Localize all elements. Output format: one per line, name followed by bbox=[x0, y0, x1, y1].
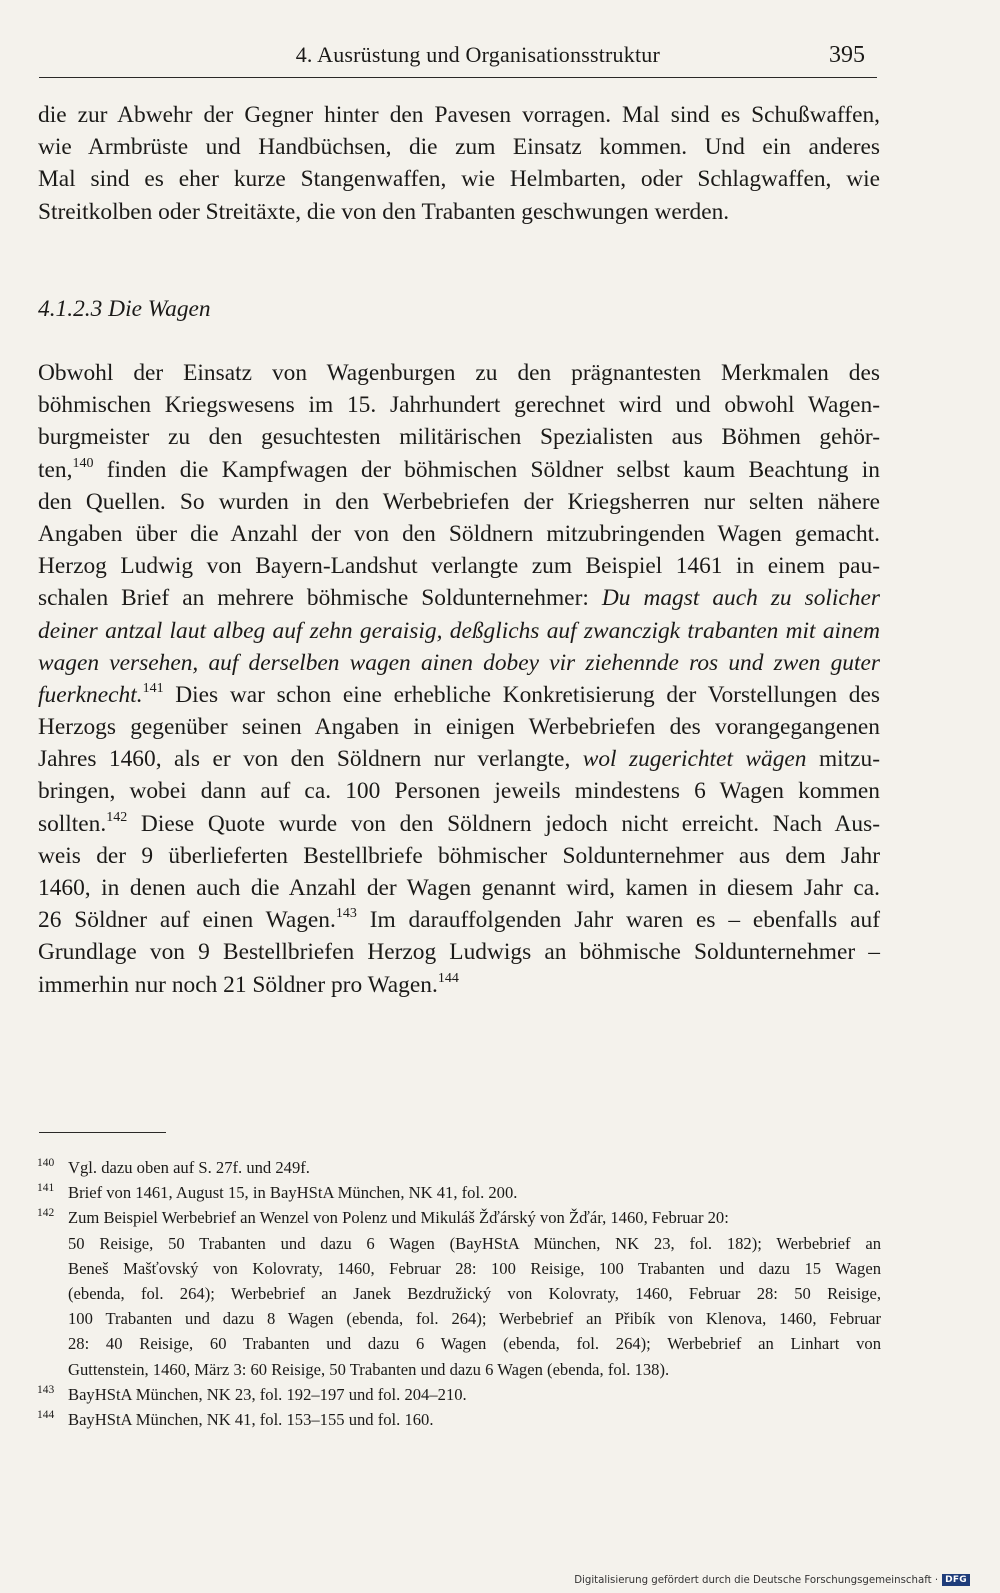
quote-fragment: fuerknecht. bbox=[38, 681, 143, 708]
text-fragment: Im darauffolgenden Jahr waren es – ebenfalls auf bbox=[356, 907, 880, 934]
footnote-rule bbox=[39, 1132, 166, 1133]
text-line: burgmeister zu den gesuchtesten militärischen Spezialisten aus Böhmen gehör- bbox=[38, 424, 880, 451]
footnote-number: 144 bbox=[37, 1408, 55, 1421]
footnote-141 bbox=[37, 1180, 881, 1205]
text-line: wie Armbrüste und Handbüchsen, die zum Einsatz kommen. Und ein anderes bbox=[38, 134, 880, 161]
digitization-credit-text: Digitalisierung gefördert durch die Deutsche Forschungsgemeinschaft · bbox=[574, 1574, 939, 1586]
text-fragment: 26 Söldner auf einen Wagen. bbox=[38, 907, 336, 934]
footnote-ref-144[interactable]: 144 bbox=[437, 970, 459, 986]
text-line: weis der 9 überlieferten Bestellbriefe böhmischer Soldunternehmer aus dem Jahr bbox=[38, 842, 880, 869]
text-fragment: finden die Kampfwagen der böhmischen Söldner selbst kaum Beachtung in bbox=[93, 456, 880, 483]
footnote-line: 50 Reisige, 50 Trabanten und dazu 6 Wagen (BayHStA München, NK 23, fol. 182); Werbebrief an bbox=[68, 1233, 881, 1253]
footnote-line: 100 Trabanten und dazu 8 Wagen (ebenda, fol. 264); Werbebrief an Přibík von Klenova, 1460, Februar bbox=[68, 1309, 881, 1329]
text-line: 1460, in denen auch die Anzahl der Wagen genannt wird, kamen in diesem Jahr ca. bbox=[38, 875, 880, 901]
text-line: Streitkolben oder Streitäxte, die von den Trabanten geschwungen werden. bbox=[38, 198, 730, 225]
text-line: Herzogs gegenüber seinen Angaben in einigen Werbebriefen des vorangegangenen bbox=[38, 714, 880, 741]
dfg-logo: DFG bbox=[942, 1574, 970, 1586]
footnote-line: Guttenstein, 1460, März 3: 60 Reisige, 50 Trabanten und dazu 6 Wagen (ebenda, fol. 138). bbox=[68, 1359, 670, 1379]
quote-line: deiner antzal laut albeg auf zehn geraisig, deßglichs auf zwanczigk trabanten mit ainem bbox=[38, 617, 880, 644]
footnote-text: BayHStA München, NK 23, fol. 192–197 und fol. 204–210. bbox=[68, 1384, 467, 1404]
digitization-credit bbox=[574, 1574, 970, 1586]
text-fragment: immerhin nur noch 21 Söldner pro Wagen. bbox=[38, 971, 438, 998]
text-fragment: Jahres 1460, als er von den Söldnern nur verlangte, bbox=[38, 746, 583, 773]
text-line bbox=[38, 582, 880, 614]
paragraph-2 bbox=[38, 357, 880, 1001]
text-line: Herzog Ludwig von Bayern-Landshut verlangte zum Beispiel 1461 in einem pau- bbox=[38, 553, 880, 580]
text-line bbox=[38, 808, 880, 840]
page-number: 395 bbox=[829, 42, 865, 68]
text-fragment: Dies war schon eine erhebliche Konkretisierung der Vorstellungen des bbox=[163, 681, 880, 708]
paragraph-1 bbox=[38, 99, 880, 228]
footnote-142 bbox=[37, 1205, 881, 1381]
quote-line: wagen versehen, auf derselben wagen ainen dobey vir ziehennde ros und zwen guter bbox=[38, 649, 880, 676]
text-line: Angaben über die Anzahl der von den Söldnern mitzubringenden Wagen gemacht. bbox=[38, 520, 880, 547]
text-fragment: sollten. bbox=[38, 810, 107, 837]
footnote-143 bbox=[37, 1382, 881, 1407]
text-line: die zur Abwehr der Gegner hinter den Pavesen vorragen. Mal sind es Schußwaffen, bbox=[38, 102, 880, 128]
quote-fragment: wol zugerichtet wägen bbox=[582, 746, 807, 773]
footnote-140 bbox=[37, 1155, 881, 1180]
footnote-number: 143 bbox=[37, 1383, 55, 1396]
footnote-ref-141[interactable]: 141 bbox=[142, 681, 164, 697]
text-fragment: schalen Brief an mehrere böhmische Soldunternehmer: bbox=[38, 585, 602, 612]
section-heading: 4.1.2.3 Die Wagen bbox=[38, 296, 211, 322]
footnote-ref-142[interactable]: 142 bbox=[106, 809, 128, 825]
footnote-line bbox=[37, 1205, 881, 1230]
footnote-144 bbox=[37, 1407, 881, 1432]
text-line: den Quellen. So wurden in den Werbebriefen der Kriegsherren nur selten nähere bbox=[38, 488, 880, 515]
text-line: bringen, wobei dann auf ca. 100 Personen jeweils mindestens 6 Wagen kommen bbox=[38, 778, 880, 805]
footnote-line: (ebenda, fol. 264); Werbebrief an Janek Bezdružický von Kolovraty, 1460, Februar 28: 50 Reisige, bbox=[68, 1283, 881, 1303]
footnote-text: Vgl. dazu oben auf S. 27f. und 249f. bbox=[68, 1158, 310, 1177]
text-line bbox=[38, 454, 880, 486]
footnote-line: 28: 40 Reisige, 60 Trabanten und dazu 6 Wagen (ebenda, fol. 264); Werbebrief an Linhart von bbox=[68, 1334, 881, 1354]
footnote-number: 141 bbox=[37, 1182, 55, 1195]
text-fragment: ten, bbox=[38, 456, 73, 483]
text-line bbox=[38, 743, 880, 775]
footnote-ref-143[interactable]: 143 bbox=[335, 906, 357, 922]
text-line bbox=[38, 679, 880, 711]
running-title: 4. Ausrüstung und Organisationsstruktur bbox=[295, 42, 660, 67]
text-line: böhmischen Kriegswesens im 15. Jahrhundert gerechnet wird und obwohl Wagen- bbox=[38, 392, 880, 419]
footnote-number: 142 bbox=[37, 1207, 55, 1220]
text-line bbox=[38, 969, 880, 1001]
footnote-text: Zum Beispiel Werbebrief an Wenzel von Polenz und Mikuláš Žďárský von Žďár, 1460, Februar 20: bbox=[68, 1208, 729, 1228]
text-fragment: mitzu- bbox=[806, 746, 881, 773]
footnote-ref-140[interactable]: 140 bbox=[72, 455, 94, 471]
text-line: Mal sind es eher kurze Stangenwaffen, wie Helmbarten, oder Schlagwaffen, wie bbox=[38, 166, 880, 193]
footnote-line: Beneš Mašťovský von Kolovraty, 1460, Februar 28: 100 Reisige, 100 Trabanten und dazu 15 Wagen bbox=[68, 1258, 881, 1278]
text-line: Obwohl der Einsatz von Wagenburgen zu den prägnantesten Merkmalen des bbox=[38, 360, 880, 386]
header-rule bbox=[39, 77, 877, 78]
quote-fragment: Du magst auch zu solicher bbox=[601, 585, 880, 612]
footnotes bbox=[37, 1155, 881, 1432]
text-fragment: Diese Quote wurde von den Söldnern jedoch nicht erreicht. Nach Aus- bbox=[127, 810, 880, 837]
footnote-text: Brief von 1461, August 15, in BayHStA München, NK 41, fol. 200. bbox=[68, 1183, 518, 1203]
footnote-number: 140 bbox=[37, 1157, 55, 1169]
text-line bbox=[38, 904, 880, 936]
footnote-text: BayHStA München, NK 41, fol. 153–155 und fol. 160. bbox=[68, 1409, 434, 1429]
text-line: Grundlage von 9 Bestellbriefen Herzog Ludwigs an böhmische Soldunternehmer – bbox=[38, 939, 880, 966]
